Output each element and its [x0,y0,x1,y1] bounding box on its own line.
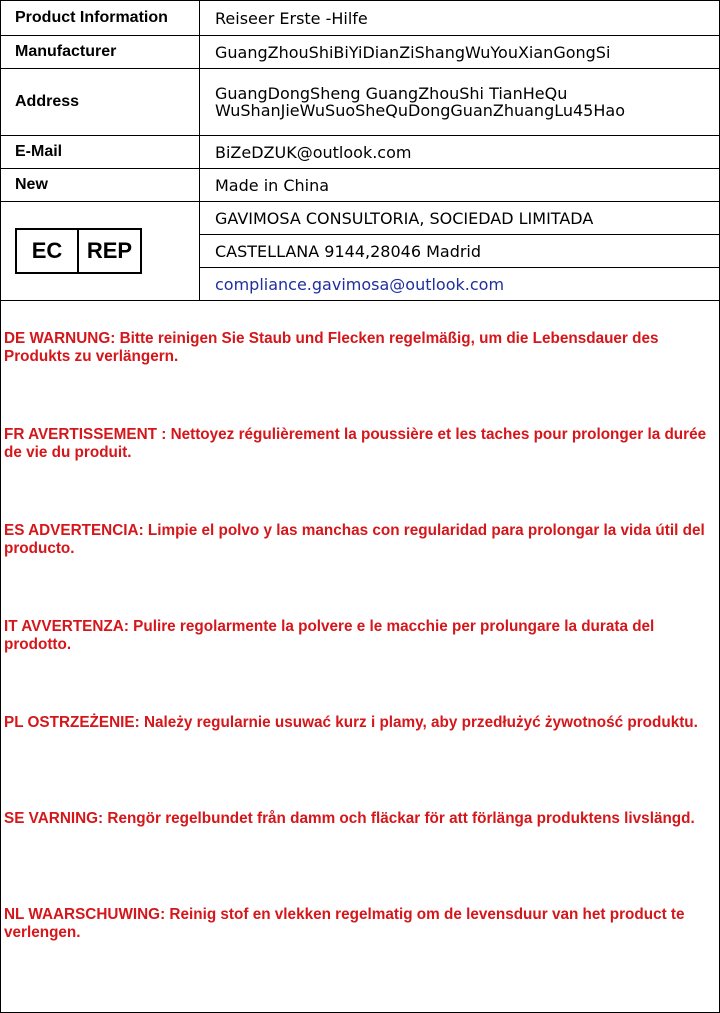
address-line-1: GuangDongSheng GuangZhouShi TianHeQu [215,84,568,103]
warning-de: DE WARNUNG: Bitte reinigen Sie Staub und Flecken regelmäßig, um die Lebensdauer des Produkts zu verlängern. [4,330,659,365]
email-label: E-Mail [1,136,200,169]
table-row-new [1,169,720,202]
product-value: Reiseer Erste -Hilfe [200,1,720,36]
table-row-ec-rep-company [1,202,720,235]
ec-rep-company: GAVIMOSA CONSULTORIA, SOCIEDAD LIMITADA [200,202,720,235]
table-row-manufacturer [1,36,720,69]
warning-fr: FR AVERTISSEMENT : Nettoyez régulièrement la poussière et les taches pour prolonger la durée de vie du produit. [4,426,707,461]
table-row-email [1,136,720,169]
ec-rep-email-cell [200,268,720,301]
ec-label: EC [17,230,79,272]
email-value: BiZeDZUK@outlook.com [200,136,720,169]
warning-nl: NL WAARSCHUWING: Reinig stof en vlekken regelmatig om de levensduur van het product te verlengen. [4,906,685,941]
product-label: Product Information [1,1,200,36]
ec-rep-address: CASTELLANA 9144,28046 Madrid [200,235,720,268]
new-label: New [1,169,200,202]
manufacturer-value: GuangZhouShiBiYiDianZiShangWuYouXianGongSi [200,36,720,69]
ec-rep-symbol [15,228,142,274]
ec-rep-cell [1,202,200,301]
warning-pl: PL OSTRZEŻENIE: Należy regularnie usuwać kurz i plamy, aby przedłużyć żywotność produktu. [4,714,698,731]
manufacturer-label: Manufacturer [1,36,200,69]
warning-it: IT AVVERTENZA: Pulire regolarmente la polvere e le macchie per prolungare la durata del prodotto. [4,618,655,653]
address-label: Address [1,69,200,136]
warning-es: ES ADVERTENCIA: Limpie el polvo y las manchas con regularidad para prolongar la vida útil del producto. [4,522,705,557]
address-value [200,69,720,136]
table-row-product [1,1,720,36]
ec-rep-email-link[interactable]: compliance.gavimosa@outlook.com [215,274,505,294]
warnings-section [4,330,716,1002]
warning-se: SE VARNING: Rengör regelbundet från damm och fläckar för att förlänga produktens livslängd. [4,810,695,827]
new-value: Made in China [200,169,720,202]
table-row-address [1,69,720,136]
rep-label: REP [86,238,133,263]
address-line-2: WuShanJieWuSuoSheQuDongGuanZhuangLu45Hao [215,101,625,120]
product-info-table [0,0,720,301]
